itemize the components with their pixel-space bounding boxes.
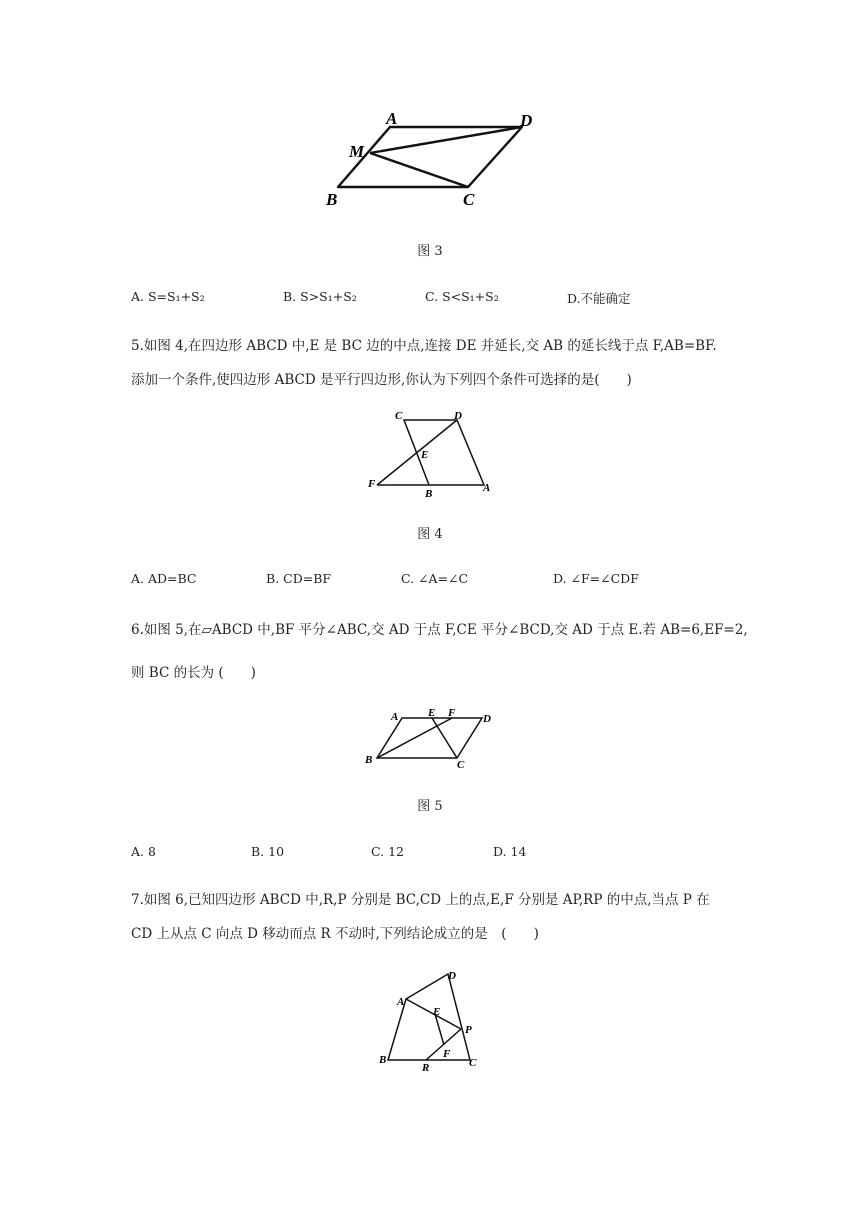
fig6-label-d: D xyxy=(448,970,456,982)
fig5-label-a: A xyxy=(391,711,399,723)
fig6-label-e: E xyxy=(433,1006,441,1018)
fig3-label-b: B xyxy=(326,190,338,209)
fig6-label-a: A xyxy=(397,996,405,1008)
q5-option-b: B. CD=BF xyxy=(266,571,332,586)
q4-option-d: D.不能确定 xyxy=(567,291,631,306)
q4-option-a: A. S=S₁+S₂ xyxy=(131,289,205,304)
q5-option-c: C. ∠A=∠C xyxy=(401,571,469,586)
fig5-label-c: C xyxy=(457,759,465,770)
q6-option-d: D. 14 xyxy=(493,844,527,859)
q7-text-line2: CD 上从点 C 向点 D 移动而点 R 不动时,下列结论成立的是 ( ) xyxy=(131,926,539,942)
fig5-label-e: E xyxy=(428,707,436,719)
fig4-label-f: F xyxy=(368,478,376,490)
fig4-label-a: A xyxy=(483,482,491,494)
fig3-label-d: D xyxy=(520,111,533,130)
fig4-caption: 图 4 xyxy=(417,527,443,542)
figure-6 xyxy=(370,962,490,1077)
q5-option-a: A. AD=BC xyxy=(131,571,197,586)
fig3-caption: 图 3 xyxy=(417,244,443,259)
q5-text-line2: 添加一个条件,使四边形 ABCD 是平行四边形,你认为下列四个条件可选择的是( ) xyxy=(131,372,632,388)
figure-5 xyxy=(360,705,505,770)
q5-option-d: D. ∠F=∠CDF xyxy=(553,571,639,586)
fig3-label-c: C xyxy=(463,190,475,209)
fig4-label-c: C xyxy=(395,410,403,422)
fig4-label-b: B xyxy=(425,488,433,500)
fig6-label-p: P xyxy=(465,1024,472,1036)
q4-option-b: B. S>S₁+S₂ xyxy=(283,289,357,304)
q6-text-line1: 6.如图 5,在▱ABCD 中,BF 平分∠ABC,交 AD 于点 F,CE 平分∠BCD,交 AD 于点 E.若 AB=6,EF=2, xyxy=(131,622,748,638)
fig5-label-d: D xyxy=(483,713,491,725)
figure-3 xyxy=(320,105,550,215)
q6-option-c: C. 12 xyxy=(371,844,404,859)
q5-text-line1: 5.如图 4,在四边形 ABCD 中,E 是 BC 边的中点,连接 DE 并延长,交 AB 的延长线于点 F,AB=BF. xyxy=(131,338,717,354)
q6-option-a: A. 8 xyxy=(131,844,156,859)
fig4-label-d: D xyxy=(454,410,462,422)
fig5-label-f: F xyxy=(448,707,456,719)
q6-text-line2: 则 BC 的长为 ( ) xyxy=(131,665,256,681)
fig6-label-r: R xyxy=(422,1062,430,1074)
fig5-caption: 图 5 xyxy=(417,799,443,814)
fig6-label-f: F xyxy=(443,1048,451,1060)
fig6-label-c: C xyxy=(469,1057,477,1069)
fig3-label-a: A xyxy=(386,109,398,128)
fig5-label-b: B xyxy=(365,754,373,766)
figure-4 xyxy=(362,405,502,500)
fig3-label-m: M xyxy=(349,142,365,161)
q4-option-c: C. S<S₁+S₂ xyxy=(425,289,499,304)
fig4-label-e: E xyxy=(421,449,429,461)
q6-option-b: B. 10 xyxy=(251,844,285,859)
q7-text-line1: 7.如图 6,已知四边形 ABCD 中,R,P 分别是 BC,CD 上的点,E,F 分别是 AP,RP 的中点,当点 P 在 xyxy=(131,892,710,908)
fig6-label-b: B xyxy=(379,1054,387,1066)
